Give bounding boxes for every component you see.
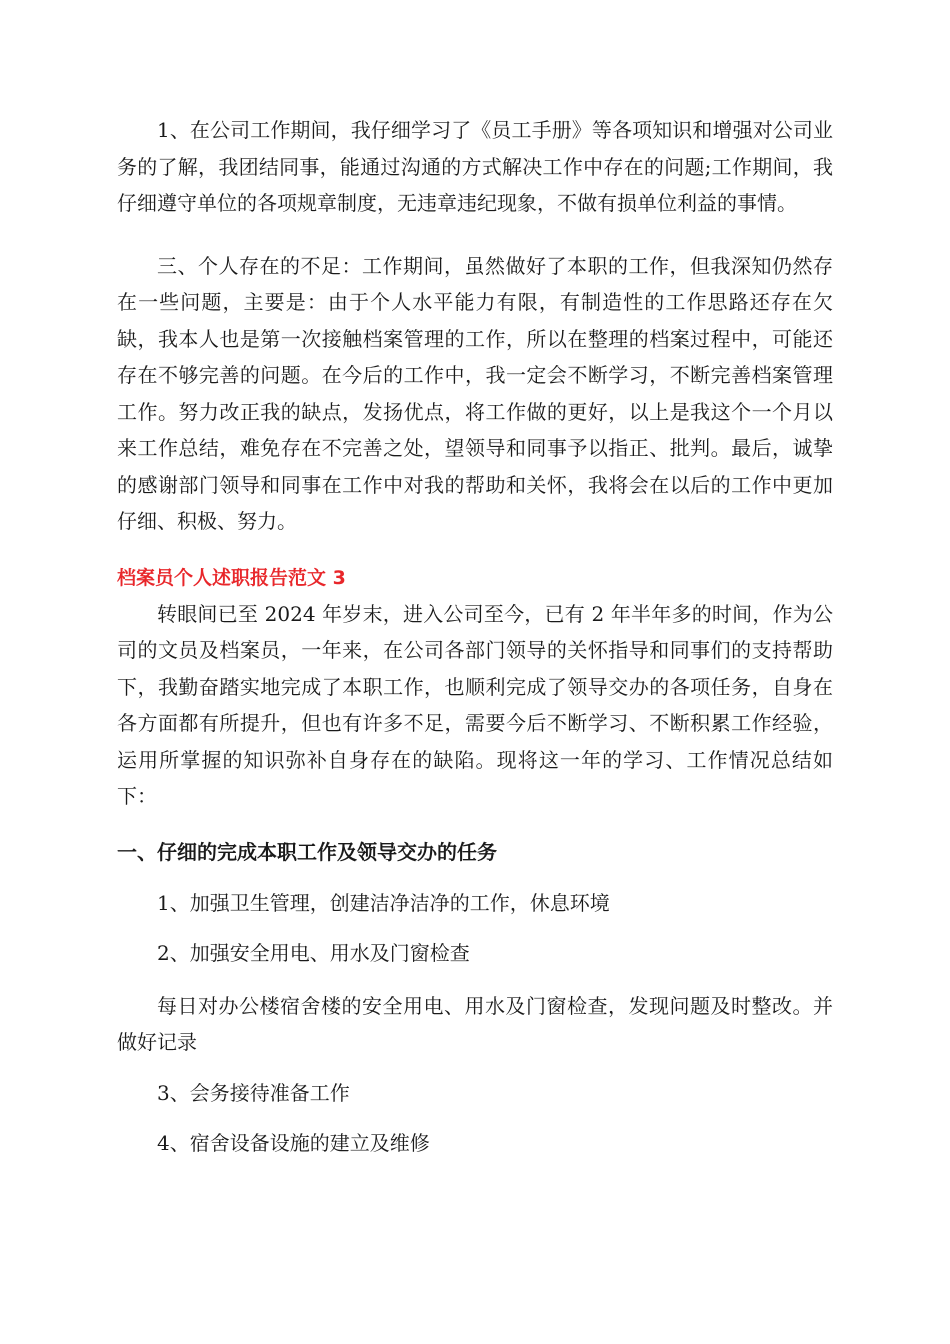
subheading: 一、仔细的完成本职工作及领导交办的任务 <box>117 839 497 864</box>
list-item-hygiene: 1、加强卫生管理，创建洁净洁净的工作，休息环境 <box>157 890 610 915</box>
list-item-meeting-prep: 3、会务接待准备工作 <box>157 1080 350 1105</box>
document-body <box>117 112 833 1162</box>
paragraph-shortcomings: 三、个人存在的不足：工作期间，虽然做好了本职的工作，但我深知仍然存在一些问题，主要是：由于个人水平能力有限，有制造性的工作思路还存在欠缺，我本人也是第一次接触档案管理的工作，所以在整理的档案过程中，可能还存在不够完善的问题。在今后的工作中，我一定会不断学习，不断完善档案管理工作。努力改正我的缺点，发扬优点，将工作做的更好，以上是我这个一个月以来工作总结，难免存在不完善之处，望领导和同事予以指正、批判。最后，诚挚的感谢部门领导和同事在工作中对我的帮助和关怀，我将会在以后的工作中更加仔细、积极、努力。 <box>117 253 833 533</box>
paragraph-daily-check: 每日对办公楼宿舍楼的安全用电、用水及门窗检查，发现问题及时整改。并做好记录 <box>117 993 833 1054</box>
paragraph-work-period: 1、在公司工作期间，我仔细学习了《员工手册》等各项知识和增强对公司业务的了解，我团结同事，能通过沟通的方式解决工作中存在的问题;工作期间，我仔细遵守单位的各项规章制度，无违章违纪现象，不做有损单位利益的事情。 <box>117 118 833 215</box>
section-title: 档案员个人述职报告范文 3 <box>117 566 346 589</box>
list-item-safety-check: 2、加强安全用电、用水及门窗检查 <box>157 941 470 965</box>
paragraph-intro: 转眼间已至 2024 年岁末，进入公司至今，已有 2 年半年多的时间，作为公司的文员及档案员，一年来，在公司各部门领导的关怀指导和同事们的支持帮助下，我勤奋踏实地完成了本职工作，也顺利完成了领导交办的各项任务，自身在各方面都有所提升，但也有许多不足，需要今后不断学习、不断积累工作经验，运用所掌握的知识弥补自身存在的缺陷。现将这一年的学习、工作情况总结如下： <box>117 601 833 808</box>
list-item-dorm-facilities: 4、宿舍设备设施的建立及维修 <box>157 1131 430 1155</box>
